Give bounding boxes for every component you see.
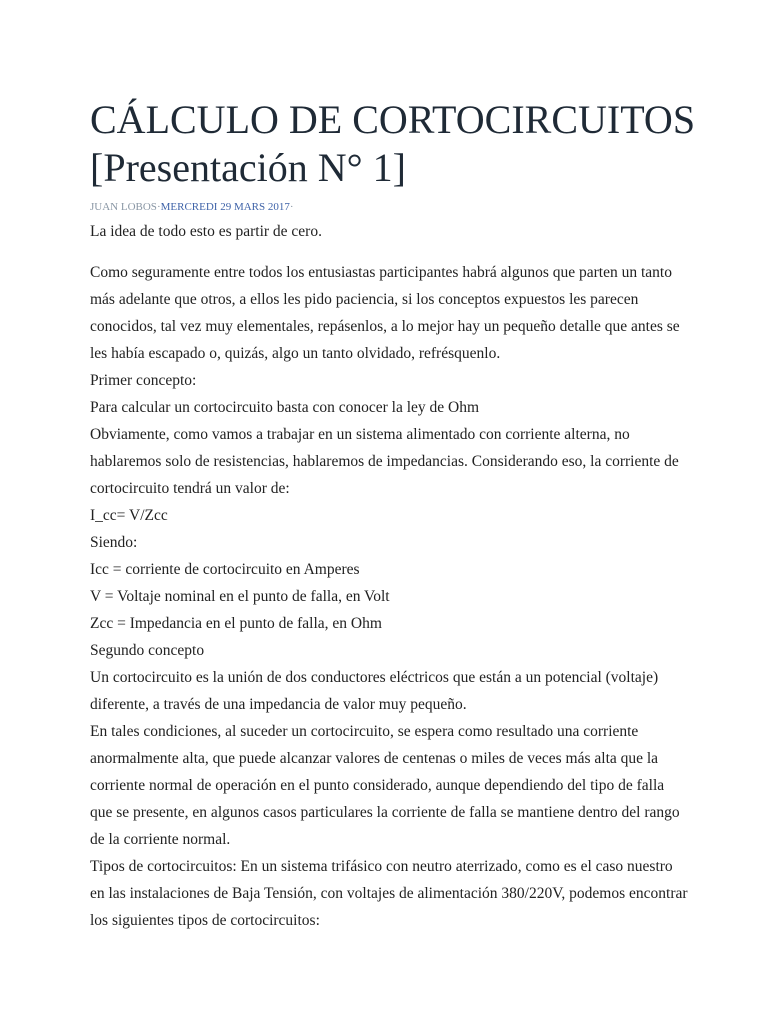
paragraph: Primer concepto: [90, 372, 197, 389]
date-link[interactable]: MERCREDI 29 MARS 2017 [160, 201, 290, 213]
paragraph: Como seguramente entre todos los entusiastas participantes habrá algunos que parten un tanto más adelante que otros, a ellos les pido paciencia, si los conceptos expuestos les parecen conocidos, tal vez muy elementales, repásenlos, a lo mejor hay un pequeño detalle que antes se les había escapado o, quizás, algo un tanto olvidado, refrésquenlo. [90, 264, 680, 362]
paragraph: Segundo concepto [90, 642, 205, 659]
article-meta [90, 200, 690, 214]
paragraph: En tales condiciones, al suceder un cortocircuito, se espera como resultado una corriente anormalmente alta, que puede alcanzar valores de centenas o miles de veces más alta que la corriente normal de operación en el punto considerado, aunque dependiendo del tipo de falla que se presente, en algunos casos particulares la corriente de falla se mantiene dentro del rango de la corriente normal. [90, 723, 680, 848]
meta-separator: · [289, 201, 294, 213]
title-line-2: [Presentación N° 1] [90, 145, 406, 190]
article [90, 96, 696, 934]
paragraph: Icc = corriente de cortocircuito en Amperes [90, 561, 360, 578]
paragraph: Obviamente, como vamos a trabajar en un sistema alimentado con corriente alterna, no hablaremos solo de resistencias, hablaremos de impedancias. Considerando eso, la corriente de cortocircuito tendrá un valor de: [90, 426, 679, 497]
formula: I_cc= V/Zcc [90, 507, 168, 524]
author-link[interactable]: JUAN LOBOS [90, 201, 157, 213]
article-body [90, 218, 690, 934]
paragraph: Zcc = Impedancia en el punto de falla, en Ohm [90, 615, 382, 632]
title-line-1: CÁLCULO DE CORTOCIRCUITOS [90, 97, 696, 142]
meta-separator: · [156, 201, 161, 213]
paragraph: Siendo: [90, 534, 138, 551]
paragraph: V = Voltaje nominal en el punto de falla, en Volt [90, 588, 390, 605]
article-title [90, 96, 696, 192]
paragraph: Para calcular un cortocircuito basta con conocer la ley de Ohm [90, 399, 480, 416]
paragraph: Un cortocircuito es la unión de dos conductores eléctricos que están a un potencial (voltaje) diferente, a través de una impedancia de valor muy pequeño. [90, 669, 659, 713]
paragraph: La idea de todo esto es partir de cero. [90, 223, 322, 240]
paragraph: Tipos de cortocircuitos: En un sistema trifásico con neutro aterrizado, como es el caso nuestro en las instalaciones de Baja Tensión, con voltajes de alimentación 380/220V, podemos encontrar los siguientes tipos de cortocircuitos: [90, 858, 688, 929]
